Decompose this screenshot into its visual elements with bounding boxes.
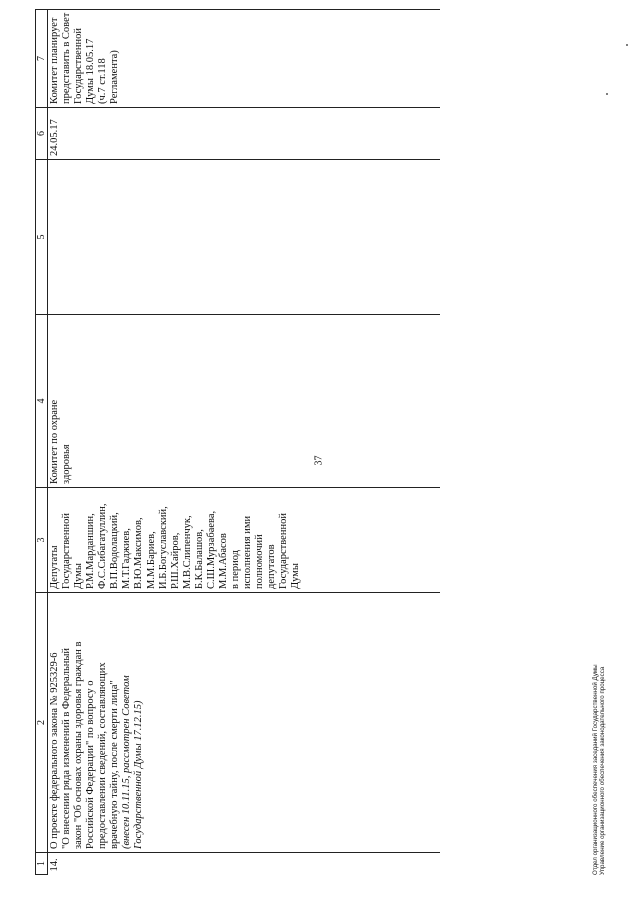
author-line: Б.К.Балашов, [193, 529, 205, 589]
col-header-1: 1 [36, 853, 48, 875]
column-5-cell [48, 160, 441, 315]
author-line: Р.Ш.Хайров, [169, 532, 181, 589]
note-line: Государственной [73, 28, 85, 104]
author-line: Думы [290, 563, 302, 589]
authors-lines [49, 491, 302, 589]
author-line: Государственной [278, 513, 290, 589]
footer-line-1: Отдел организационного обеспечения заседаний Государственной Думы [592, 664, 599, 875]
author-line: В.П.Водолацкий, [109, 512, 121, 589]
table-row [48, 10, 441, 875]
agenda-table [35, 9, 440, 875]
committee-line: Комитет по охране [49, 399, 60, 484]
bill-title-lines [49, 596, 146, 849]
scan-speck [606, 93, 608, 95]
author-line: В.Ю.Максимов, [133, 517, 145, 589]
date-cell: 24.05.17 [48, 108, 441, 160]
committee [48, 315, 441, 488]
col-header-7: 7 [36, 10, 48, 108]
scan-speck [626, 44, 628, 46]
note-line: Комитет планирует [49, 17, 60, 104]
bill-status-line: Государственной Думы 17.12.15) [133, 700, 145, 849]
note-line: Думы 18.05.17 [85, 38, 97, 104]
author-line: исполнения ими [242, 515, 253, 589]
page-footer [592, 615, 607, 875]
author-line: М.М.Бариев, [145, 531, 157, 589]
note-cell [48, 10, 441, 108]
author-line: Депутаты [49, 545, 60, 589]
row-number: 14. [48, 853, 441, 875]
col-header-5: 5 [36, 160, 48, 315]
author-line: С.Ш.Мурзабаева, [205, 510, 217, 589]
note-line: Регламента) [109, 50, 121, 104]
footer-line-2: Управление организационного обеспечения законодательного процесса [599, 666, 607, 875]
author-line: Государственной [61, 513, 73, 589]
bill-title [48, 593, 441, 853]
bill-title-line: Российской Федерации" по вопросу о [85, 680, 97, 849]
bill-title-line: "О внесении ряда изменений в Федеральный [61, 647, 73, 849]
author-line: Думы [73, 563, 85, 589]
author-line: И.Б.Богуславский, [157, 506, 169, 589]
page-number: 37 [313, 455, 325, 466]
note-line: представить в Совет [61, 12, 73, 104]
agenda-table-container [35, 10, 445, 875]
col-header-6: 6 [36, 108, 48, 160]
authors [48, 488, 441, 593]
note-line: (ч.7 ст.118 [97, 58, 109, 104]
author-line: в период [229, 549, 241, 589]
committee-line: здоровья [61, 444, 73, 484]
author-line: депутатов [266, 544, 278, 589]
author-line: Р.М.Марданшин, [85, 513, 97, 589]
col-header-4: 4 [36, 315, 48, 488]
col-header-3: 3 [36, 488, 48, 593]
bill-title-line: предоставлении сведений, составляющих [97, 662, 109, 849]
author-line: полномочий [254, 534, 266, 589]
bill-title-line: О проекте федерального закона № 925329-6 [49, 652, 60, 849]
author-line: М.Т.Гаджиев, [121, 528, 133, 589]
col-header-2: 2 [36, 593, 48, 853]
header-row [36, 10, 48, 875]
bill-title-line: закон "Об основах охраны здоровья граждан в [73, 641, 85, 849]
author-line: М.В.Слипенчук, [181, 515, 193, 589]
author-line: Ф.С.Сибагатуллин, [97, 503, 109, 589]
note-lines [49, 13, 121, 104]
bill-status-line: (внесен 10.11.15, рассмотрен Советом [121, 675, 133, 849]
author-line: М.М.Абасов [217, 533, 229, 589]
committee-lines [49, 318, 73, 484]
bill-title-line: врачебную тайну, после смерти лица" [109, 680, 121, 849]
